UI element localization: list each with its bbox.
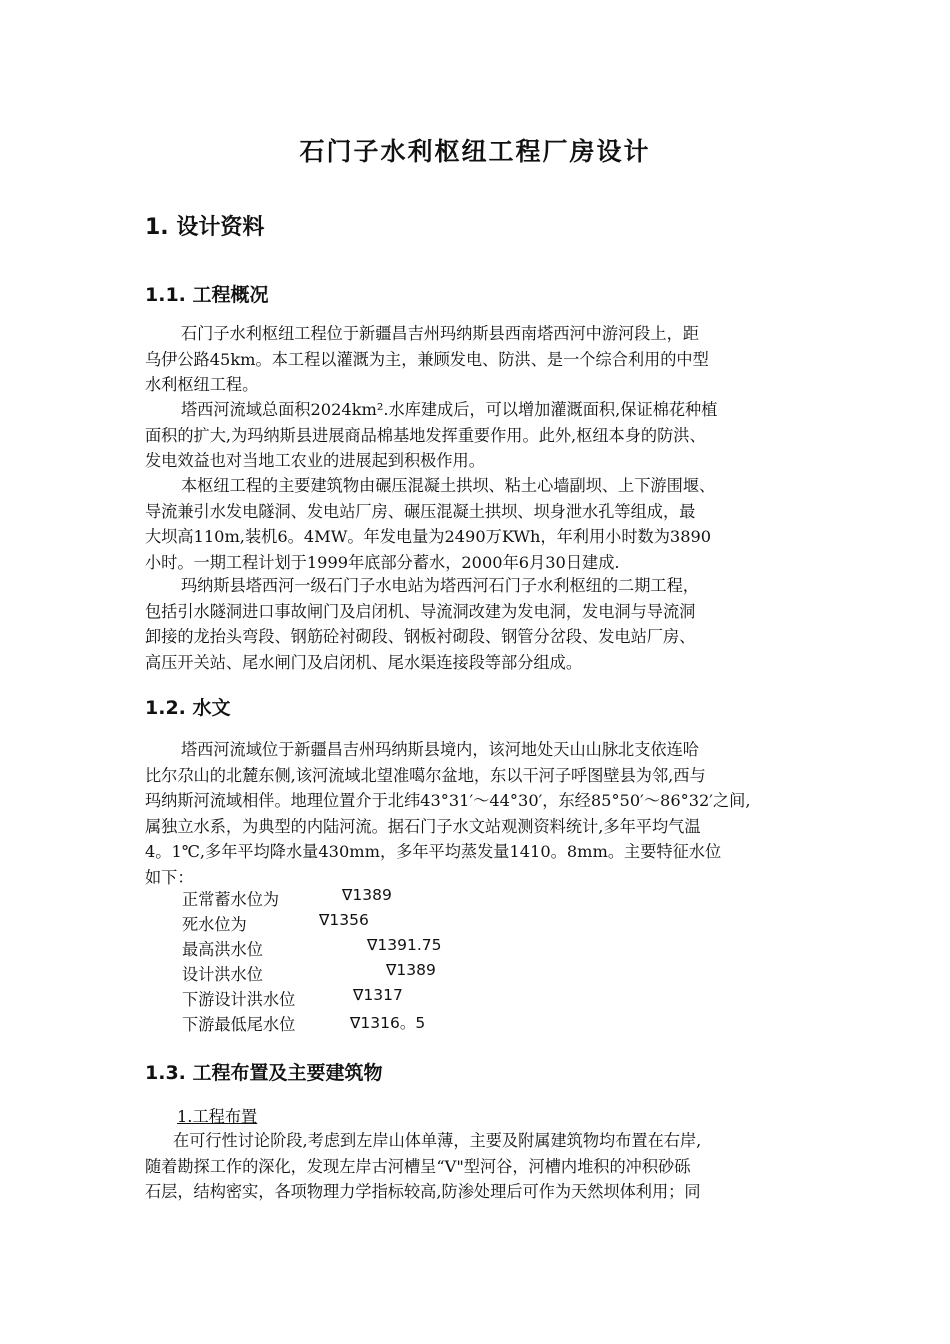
water-level-label: 最高洪水位 <box>182 940 263 959</box>
text-line: 属独立水系，为典型的内陆河流。据石门子水文站观测资料统计,多年平均气温 <box>145 816 701 836</box>
hydrology-paragraph <box>145 737 825 890</box>
text-line: 小时。一期工程计划于1999年底部分蓄水，2000年6月30日建成. <box>145 552 620 572</box>
text-line: 发电效益也对当地工农业的进展起到积极作用。 <box>145 451 485 470</box>
subsection-heading: 1.工程布置 <box>177 1107 258 1126</box>
overview-paragraph-3 <box>145 473 825 575</box>
overview-paragraph-2 <box>145 397 825 474</box>
water-level-value: ∇1391.75 <box>367 936 442 954</box>
text-line: 塔西河流域位于新疆昌吉州玛纳斯县境内，该河地处天山山脉北支依连哈 <box>181 740 699 759</box>
text-line: 包括引水隧洞进口事故闸门及启闭机、导流洞改建为发电洞，发电洞与导流洞 <box>145 601 696 621</box>
water-level-label: 死水位为 <box>182 915 247 934</box>
text-line: 比尔尕山的北麓东侧,该河流域北望准噶尔盆地，东以干河子呼图壁县为邻,西与 <box>145 765 706 785</box>
text-line: 石门子水利枢纽工程位于新疆昌吉州玛纳斯县西南塔西河中游河段上，距 <box>181 324 699 343</box>
section-heading-1-1: 1.1. 工程概况 <box>145 284 269 306</box>
document-title: 石门子水利枢纽工程厂房设计 <box>299 137 651 166</box>
text-line: 随着勘探工作的深化，发现左岸古河槽呈“V"型河谷，河槽内堆积的冲积砂砾 <box>145 1156 691 1176</box>
text-line: 面积的扩大,为玛纳斯县进展商品棉基地发挥重要作用。此外,枢纽本身的防洪、 <box>145 425 706 445</box>
water-level-label: 下游最低尾水位 <box>182 1015 296 1034</box>
text-line: 玛纳斯县塔西河一级石门子水电站为塔西河石门子水利枢纽的二期工程， <box>181 576 699 595</box>
text-line: 塔西河流域总面积2024km².水库建成后，可以增加灌溉面积,保证棉花种植 <box>181 400 718 419</box>
section-heading-1-2: 1.2. 水文 <box>145 697 231 719</box>
text-line: 在可行性讨论阶段,考虑到左岸山体单薄，主要及附属建筑物均布置在右岸, <box>173 1131 702 1150</box>
text-line: 石层，结构密实，各项物理力学指标较高,防渗处理后可作为天然坝体利用；同 <box>145 1182 701 1201</box>
water-level-value: ∇1389 <box>386 961 436 979</box>
text-line: 4。1℃,多年平均降水量430mm，多年平均蒸发量1410。8mm。主要特征水位 <box>145 842 722 861</box>
text-line: 玛纳斯河流域相伴。地理位置介于北纬43°31′～44°30′，东经85°50′～86°32′之间, <box>145 791 751 810</box>
water-level-label: 下游设计洪水位 <box>182 990 296 1009</box>
water-level-value: ∇1356 <box>319 911 369 929</box>
text-line: 卸接的龙抬头弯段、钢筋砼衬砌段、钢板衬砌段、钢管分岔段、发电站厂房、 <box>145 627 696 646</box>
text-line: 本枢纽工程的主要建筑物由碾压混凝土拱坝、粘土心墙副坝、上下游围堰、 <box>181 476 716 495</box>
overview-paragraph-1 <box>145 321 825 398</box>
section-heading-1-3: 1.3. 工程布置及主要建筑物 <box>145 1062 383 1084</box>
text-line: 如下： <box>145 867 194 887</box>
text-line: 乌伊公路45km。本工程以灌溉为主，兼顾发电、防洪、是一个综合利用的中型 <box>145 349 709 369</box>
section-heading-1: 1. 设计资料 <box>145 215 265 240</box>
text-line: 高压开关站、尾水闸门及启闭机、尾水渠连接段等部分组成。 <box>145 652 583 672</box>
text-line: 水利枢纽工程。 <box>145 375 259 394</box>
water-level-label: 设计洪水位 <box>182 965 263 984</box>
layout-paragraph <box>145 1128 825 1205</box>
text-line: 大坝高110m,装机6。4MW。年发电量为2490万KWh，年利用小时数为3890 <box>145 527 712 546</box>
water-level-label: 正常蓄水位为 <box>182 890 280 909</box>
water-level-value: ∇1389 <box>342 886 392 904</box>
water-level-value: ∇1317 <box>353 986 403 1004</box>
text-line: 导流兼引水发电隧洞、发电站厂房、碾压混凝土拱坝、坝身泄水孔等组成，最 <box>145 501 696 521</box>
water-level-value: ∇1316。5 <box>350 1014 426 1032</box>
overview-paragraph-4 <box>145 573 825 675</box>
